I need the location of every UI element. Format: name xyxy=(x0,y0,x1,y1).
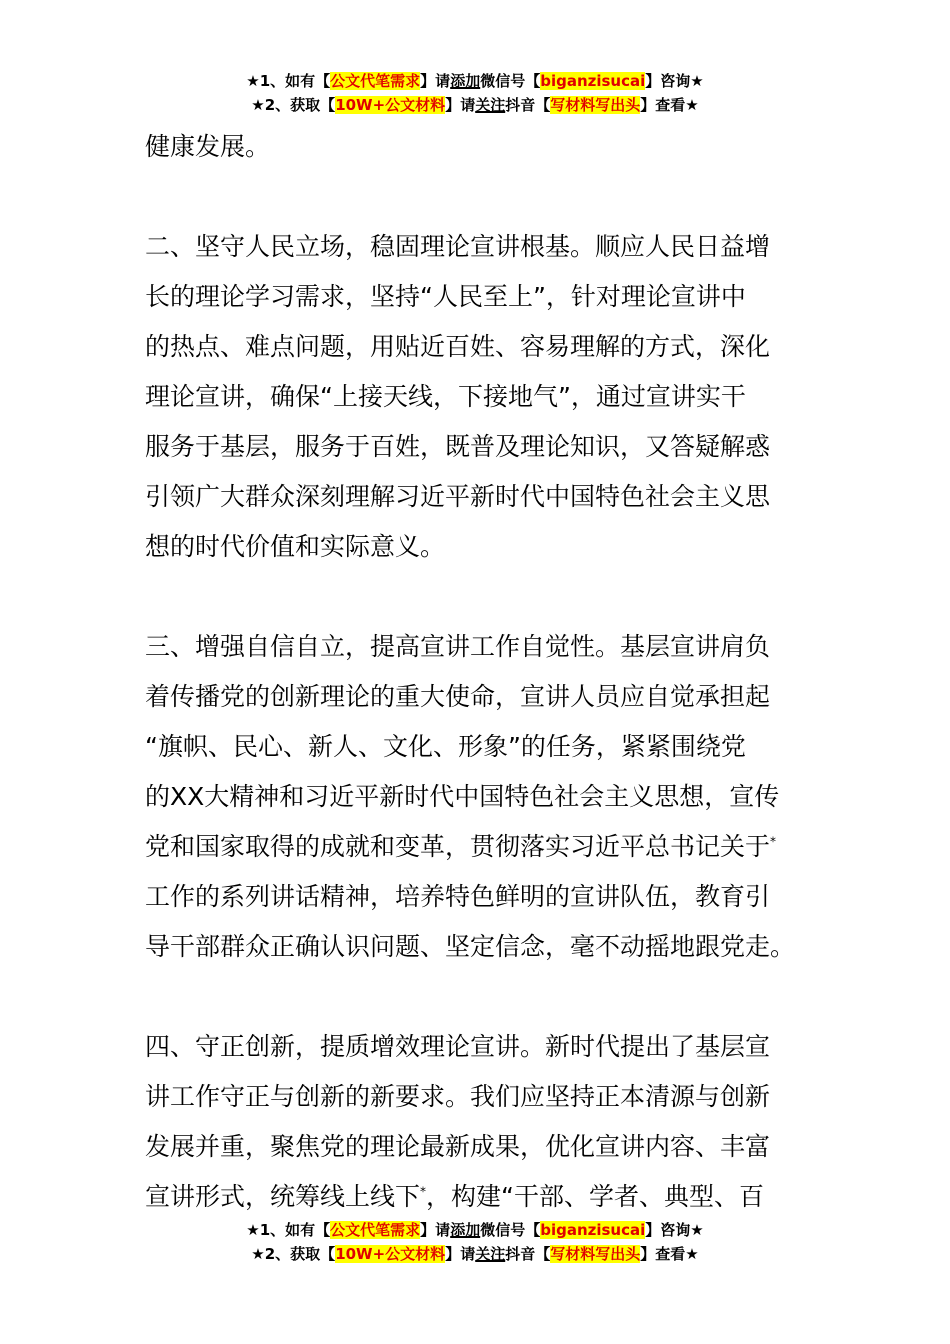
text-line: 三、增强自信自立，提高宣讲工作自觉性。基层宣讲肩负 xyxy=(145,632,771,661)
document-body xyxy=(145,122,810,1222)
header-banner-line-1: ★1、如有【公文代笔需求】请添加微信号【biganzisucai】咨询★ xyxy=(246,72,704,90)
footer-banner xyxy=(0,1218,950,1266)
emphasis-word: 关注 xyxy=(475,96,506,114)
text-line: 发展并重，聚焦党的理论最新成果，优化宣讲内容、丰富 xyxy=(145,1132,771,1161)
highlight-service: 公文代笔需求 xyxy=(330,72,421,90)
footer-banner-line-1: ★1、如有【公文代笔需求】请添加微信号【biganzisucai】咨询★ xyxy=(246,1221,704,1239)
text-line: 的热点、难点问题，用贴近百姓、容易理解的方式，深化 xyxy=(145,332,771,361)
text-line: 二、坚守人民立场，稳固理论宣讲根基。顺应人民日益增 xyxy=(145,232,771,261)
text-line: 理论宣讲，确保“上接天线，下接地气”，通过宣讲实干 xyxy=(145,382,746,411)
emphasis-word: 添加 xyxy=(450,1221,481,1239)
highlight-materials: 10W+公文材料 xyxy=(335,1245,446,1263)
highlight-douyin-account: 写材料写出头 xyxy=(550,1245,641,1263)
highlight-douyin-account: 写材料写出头 xyxy=(550,96,641,114)
footer-banner-line-2: ★2、获取【10W+公文材料】请关注抖音【写材料写出头】查看★ xyxy=(251,1245,699,1263)
text-line: 党和国家取得的成就和变革，贯彻落实习近平总书记关于* xyxy=(145,832,777,861)
text-line: 着传播党的创新理论的重大使命，宣讲人员应自觉承担起 xyxy=(145,682,771,711)
text-line: 四、守正创新，提质增效理论宣讲。新时代提出了基层宣 xyxy=(145,1032,771,1061)
asterisk-marker: * xyxy=(420,1184,427,1199)
text-line: 服务于基层，服务于百姓，既普及理论知识，又答疑解惑 xyxy=(145,432,771,461)
text-line: 健康发展。 xyxy=(145,132,271,161)
asterisk-marker: * xyxy=(770,834,777,849)
section-4-paragraph xyxy=(145,1022,810,1222)
highlight-materials: 10W+公文材料 xyxy=(335,96,446,114)
emphasis-word: 添加 xyxy=(450,72,481,90)
highlight-wechat-id: biganzisucai xyxy=(540,1221,646,1239)
highlight-wechat-id: biganzisucai xyxy=(540,72,646,90)
header-banner xyxy=(0,69,950,117)
text-line: 导干部群众正确认识问题、坚定信念，毫不动摇地跟党走。 xyxy=(145,932,796,961)
text-line: 想的时代价值和实际意义。 xyxy=(145,532,446,561)
text-line: 长的理论学习需求，坚持“人民至上”，针对理论宣讲中 xyxy=(145,282,746,311)
text-line: 引领广大群众深刻理解习近平新时代中国特色社会主义思 xyxy=(145,482,771,511)
text-line: “旗帜、民心、新人、文化、形象”的任务，紧紧围绕党 xyxy=(145,732,746,761)
text-line: 工作的系列讲话精神，培养特色鲜明的宣讲队伍，教育引 xyxy=(145,882,771,911)
emphasis-word: 关注 xyxy=(475,1245,506,1263)
header-banner-line-2: ★2、获取【10W+公文材料】请关注抖音【写材料写出头】查看★ xyxy=(251,96,699,114)
section-2-paragraph xyxy=(145,222,810,572)
highlight-service: 公文代笔需求 xyxy=(330,1221,421,1239)
section-3-paragraph xyxy=(145,622,810,972)
text-line: 宣讲形式，统筹线上线下*，构建“干部、学者、典型、百 xyxy=(145,1182,764,1211)
text-line: 讲工作守正与创新的新要求。我们应坚持正本清源与创新 xyxy=(145,1082,771,1111)
text-line: 的XX大精神和习近平新时代中国特色社会主义思想，宣传 xyxy=(145,782,780,811)
